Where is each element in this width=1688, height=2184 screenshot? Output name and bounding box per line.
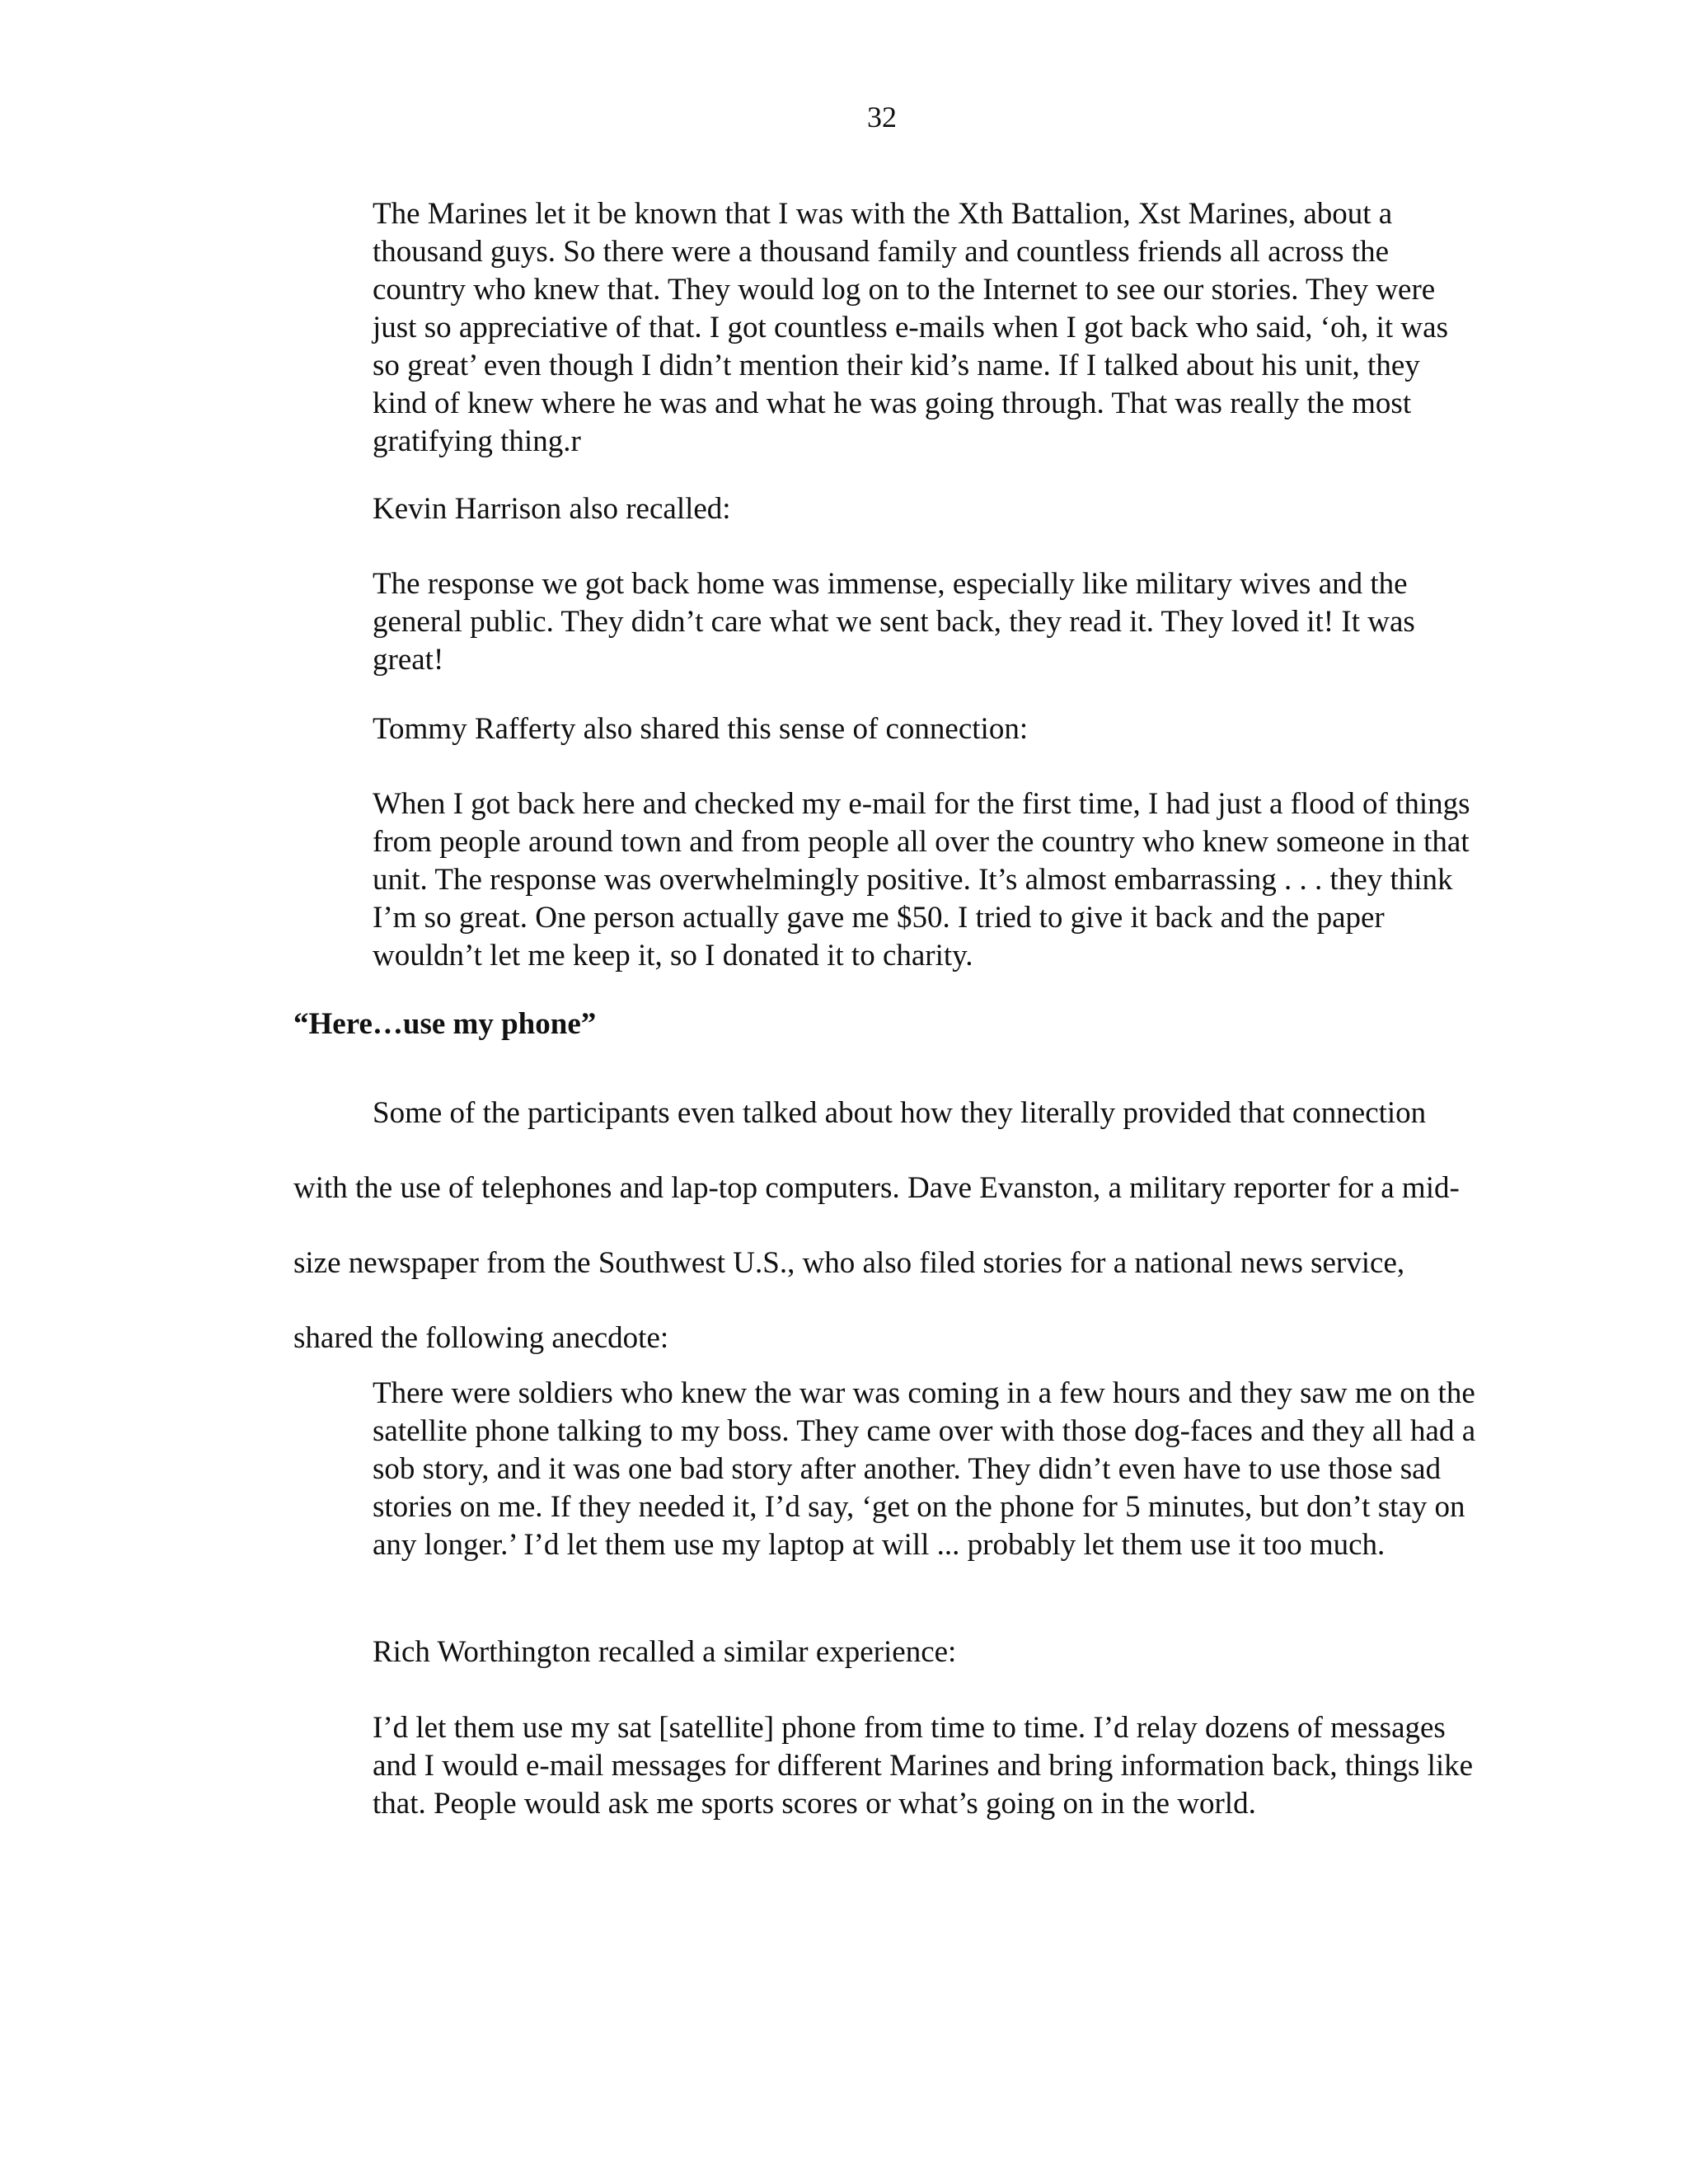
block-quote-evanston: There were soldiers who knew the war was coming in a few hours and they saw me on the satellite phone talking to my boss. They came over with those dog-faces and they all had a sob story, and it was one bad story after another. They didn’t even have to use those sad stories on me. If they needed it, I’d say, ‘get on the phone for 5 minutes, but don’t stay on any longer.’ I’d let them use my laptop at will ... probably let them use it too much. xyxy=(373,1376,1476,1562)
section-heading: “Here…use my phone” xyxy=(293,1007,597,1041)
block-quote-marines: The Marines let it be known that I was with the Xth Battalion, Xst Marines, about a thousand guys. So there were a thousand family and countless friends all across the country who knew that. They would log on to the Internet to see our stories. They were just so appreciative of that. I got countless e-mails when I got back who said, ‘oh, it was so great’ even though I didn’t mention their kid’s name. If I talked about his unit, they kind of knew where he was and what he was going through. That was really the most gratifying thing.r xyxy=(373,197,1448,458)
body-paragraph: Some of the participants even talked about how they literally provided that connection with the use of telephones and lap-top computers. Dave Evanston, a military reporter for a mid-size newspaper from the Southwest U.S., who also filed stories for a national news service, shared the following anecdote: xyxy=(293,1096,1460,1355)
block-quote-worthington: I’d let them use my sat [satellite] phone from time to time. I’d relay dozens of messages and I would e-mail messages for different Marines and bring information back, things like that. People would ask me sports scores or what’s going on in the world. xyxy=(373,1711,1474,1821)
intro-tommy-rafferty: Tommy Rafferty also shared this sense of connection: xyxy=(373,712,1029,746)
page-number: 32 xyxy=(867,101,897,134)
intro-rich-worthington: Rich Worthington recalled a similar experience: xyxy=(373,1635,957,1669)
block-quote-rafferty: When I got back here and checked my e-mail for the first time, I had just a flood of things from people around town and from people all over the country who knew someone in that unit. The response was overwhelmingly positive. It’s almost embarrassing . . . they think I’m so great. One person actually gave me $50. I tried to give it back and the paper wouldn’t let me keep it, so I donated it to charity. xyxy=(373,787,1470,972)
intro-kevin-harrison: Kevin Harrison also recalled: xyxy=(373,492,731,526)
block-quote-harrison: The response we got back home was immense, especially like military wives and the general public. They didn’t care what we sent back, they read it. They loved it! It was great! xyxy=(373,567,1415,677)
